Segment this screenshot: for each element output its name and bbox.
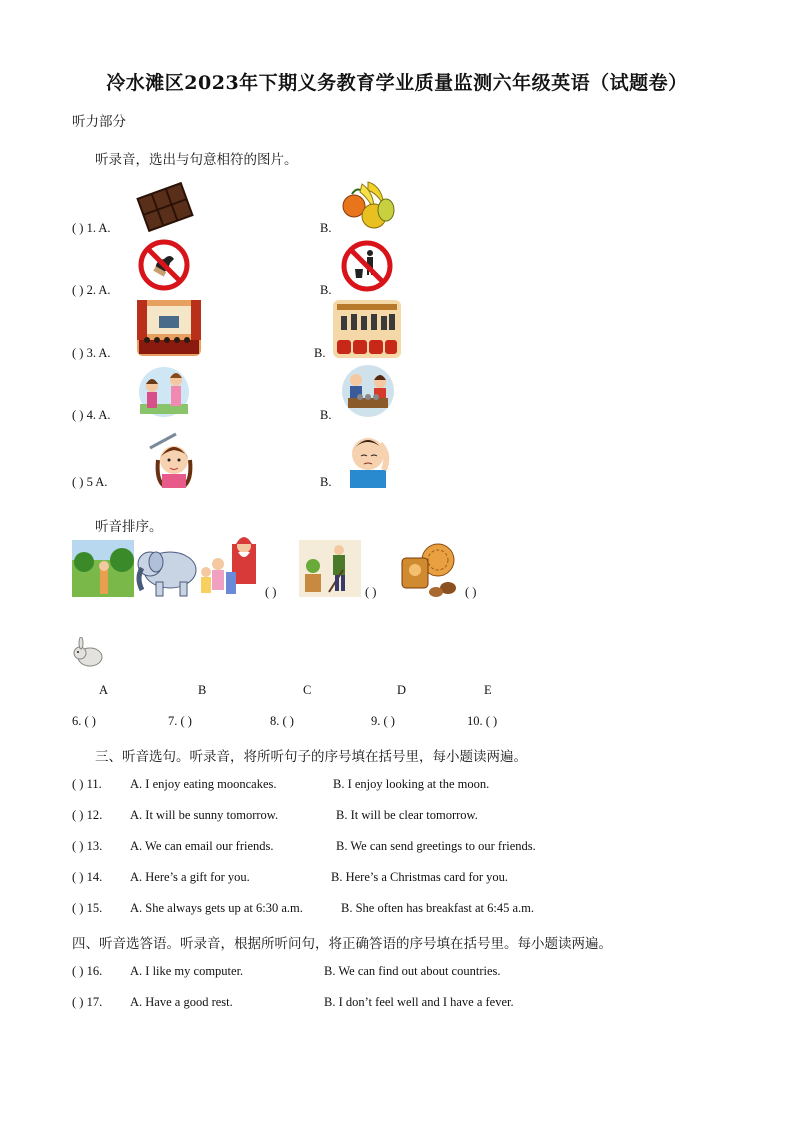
park-scene-picture xyxy=(72,540,134,597)
q11-option-b: B. I enjoy looking at the moon. xyxy=(333,777,490,791)
page-title: 冷水滩区2023年下期义务教育学业质量监测六年级英语（试题卷） xyxy=(106,72,688,94)
part3-instruction: 三、听音选句。听录音，将所听句子的序号填在括号里，每小题读两遍。 xyxy=(95,749,527,765)
headache-boy-picture xyxy=(340,430,398,488)
stage-show-picture xyxy=(137,300,201,356)
picture-letter-b: B xyxy=(198,683,207,697)
q14-num: ( ) 14. xyxy=(72,870,103,884)
q4-label: ( ) 4. A. xyxy=(72,408,111,422)
q11-option-a: A. I enjoy eating mooncakes. xyxy=(130,777,277,791)
q12-option-b: B. It will be clear tomorrow. xyxy=(336,808,478,822)
answer-9: 9. ( ) xyxy=(371,714,395,728)
answer-8: 8. ( ) xyxy=(270,714,294,728)
q5-b-label: B. xyxy=(320,475,332,489)
q2-label: ( ) 2. A. xyxy=(72,283,111,297)
part2-instruction: 听音排序。 xyxy=(95,519,163,535)
q16-option-a: A. I like my computer. xyxy=(130,964,244,978)
mooncake-picture xyxy=(400,540,464,600)
girls-talking-picture xyxy=(136,366,192,418)
q17-num: ( ) 17. xyxy=(72,995,103,1009)
q4-b-label: B. xyxy=(320,408,332,422)
part4-instruction: 四、听音选答语。听录音，根据所听问句，将正确答语的序号填在括号里。每小题读两遍。 xyxy=(72,936,612,952)
dinner-picture xyxy=(340,364,396,418)
elephant-picture xyxy=(136,540,204,598)
q14-option-b: B. Here’s a Christmas card for you. xyxy=(331,870,509,884)
picture-letter-e: E xyxy=(484,683,492,697)
chocolate-picture xyxy=(136,180,194,234)
concert-picture xyxy=(333,300,401,358)
picture-letter-a: A xyxy=(99,683,109,697)
q15-option-a: A. She always gets up at 6:30 a.m. xyxy=(130,901,303,915)
q16-num: ( ) 16. xyxy=(72,964,103,978)
fever-girl-picture xyxy=(146,430,196,488)
q17-option-a: A. Have a good rest. xyxy=(130,995,233,1009)
order-bracket-1: ( ) xyxy=(265,585,277,599)
q11-num: ( ) 11. xyxy=(72,777,102,791)
picture-letter-c: C xyxy=(303,683,312,697)
q15-option-b: B. She often has breakfast at 6:45 a.m. xyxy=(341,901,535,915)
q12-num: ( ) 12. xyxy=(72,808,103,822)
answer-6: 6. ( ) xyxy=(72,714,96,728)
q17-option-b: B. I don’t feel well and I have a fever. xyxy=(324,995,514,1009)
q13-num: ( ) 13. xyxy=(72,839,103,853)
q2-b-label: B. xyxy=(320,283,332,297)
q16-option-b: B. We can find out about countries. xyxy=(324,964,501,978)
rabbit-picture xyxy=(72,637,104,669)
q3-label: ( ) 3. A. xyxy=(72,346,111,360)
no-hunting-sign xyxy=(138,239,190,291)
no-littering-sign xyxy=(340,239,394,293)
cleaning-picture xyxy=(299,540,361,597)
q13-option-a: A. We can email our friends. xyxy=(130,839,274,853)
section-listening: 听力部分 xyxy=(72,114,126,130)
q1-b-label: B. xyxy=(320,221,332,235)
answer-7: 7. ( ) xyxy=(168,714,192,728)
answer-10: 10. ( ) xyxy=(467,714,498,728)
q1-label: ( ) 1. A. xyxy=(72,221,111,235)
part1-instruction: 听录音，选出与句意相符的图片。 xyxy=(95,152,298,168)
q12-option-a: A. It will be sunny tomorrow. xyxy=(130,808,279,822)
q15-num: ( ) 15. xyxy=(72,901,103,915)
order-bracket-2: ( ) xyxy=(365,585,377,599)
q14-option-a: A. Here’s a gift for you. xyxy=(130,870,250,884)
q13-option-b: B. We can send greetings to our friends. xyxy=(336,839,536,853)
order-bracket-3: ( ) xyxy=(465,585,477,599)
picture-letter-d: D xyxy=(397,683,407,697)
q5-label: ( ) 5 A. xyxy=(72,475,108,489)
fruit-picture xyxy=(338,176,398,232)
christmas-family-picture xyxy=(198,536,262,598)
q3-b-label: B. xyxy=(314,346,326,360)
